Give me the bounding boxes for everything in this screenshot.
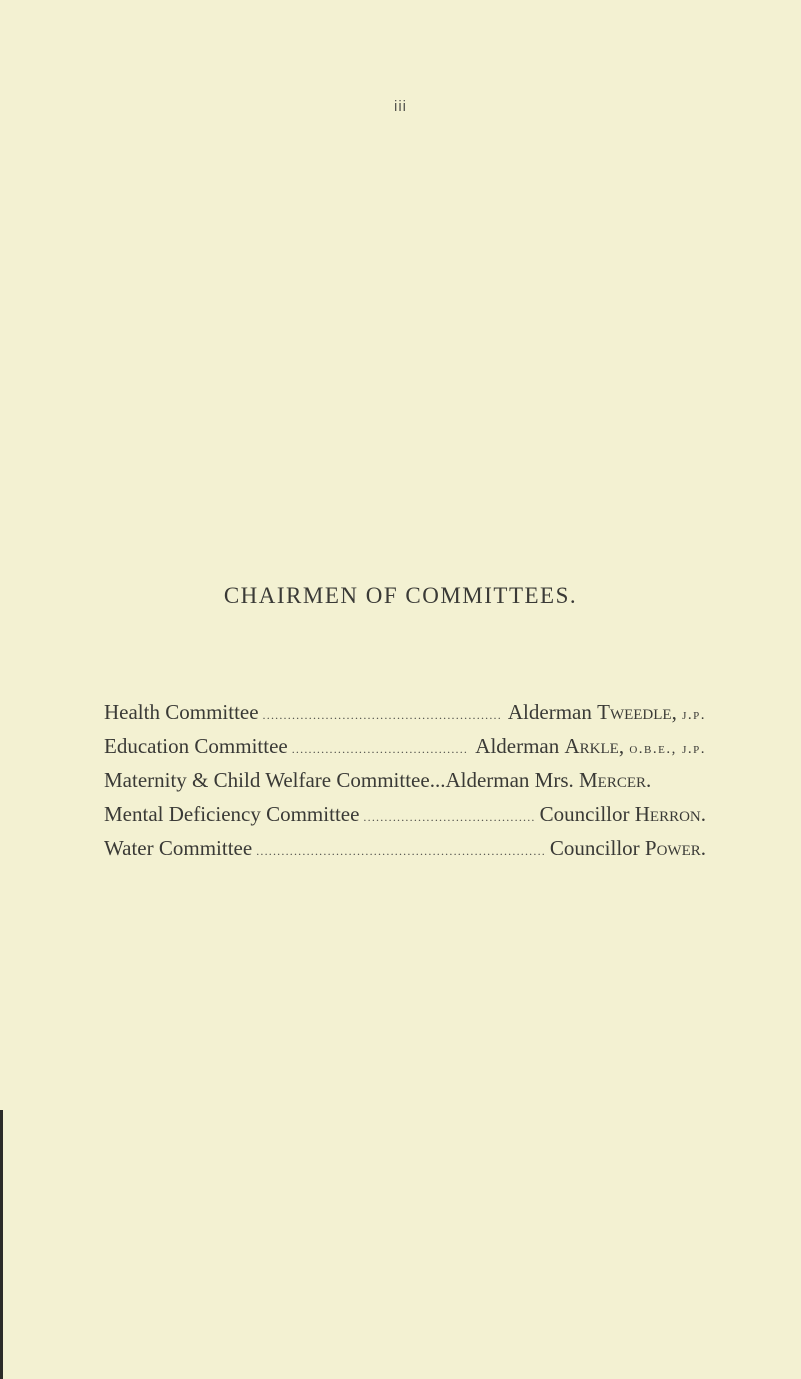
page-number: iii	[394, 98, 407, 115]
chairman-role: Alderman	[507, 700, 592, 724]
committee-name-text: Maternity & Child Welfare Committee	[104, 768, 430, 792]
chairman-role: Alderman Mrs.	[445, 768, 574, 792]
committee-name: Water Committee	[104, 836, 253, 860]
chairman-name	[540, 802, 706, 827]
page-edge-shadow	[0, 1110, 3, 1379]
dot-leader	[256, 844, 544, 859]
chairman-name	[508, 700, 706, 725]
committee-entry-mental-deficiency	[104, 802, 706, 836]
committee-list	[104, 700, 706, 870]
ellipsis: ...	[429, 768, 446, 792]
chairman-role: Alderman	[475, 734, 560, 758]
chairman-name	[475, 734, 706, 759]
chairman-name	[550, 836, 706, 861]
committee-entry-health	[104, 700, 706, 734]
committee-name: Health Committee	[104, 700, 259, 724]
committee-name	[104, 768, 651, 793]
chairman-surname: Power.	[644, 836, 706, 860]
chairman-surname: Herron.	[634, 802, 706, 826]
page-title: CHAIRMEN OF COMMITTEES.	[223, 583, 578, 608]
chairman-role: Councillor	[539, 802, 630, 826]
chairman-surname: Tweedle,	[597, 700, 677, 724]
committee-name: Education Committee	[104, 734, 288, 758]
chairman-honours: j.p.	[682, 707, 706, 723]
committee-name: Mental Deficiency Committee	[104, 802, 360, 826]
chairman-surname: Mercer.	[579, 768, 652, 792]
chairman-surname: Arkle,	[564, 734, 625, 758]
dot-leader	[363, 810, 533, 825]
chairman-role: Councillor	[549, 836, 640, 860]
dot-leader	[263, 708, 502, 723]
committee-entry-water	[104, 836, 706, 870]
chairman-honours: o.b.e., j.p.	[629, 741, 706, 757]
committee-entry-maternity	[104, 768, 706, 802]
committee-entry-education	[104, 734, 706, 768]
dot-leader	[292, 742, 470, 757]
